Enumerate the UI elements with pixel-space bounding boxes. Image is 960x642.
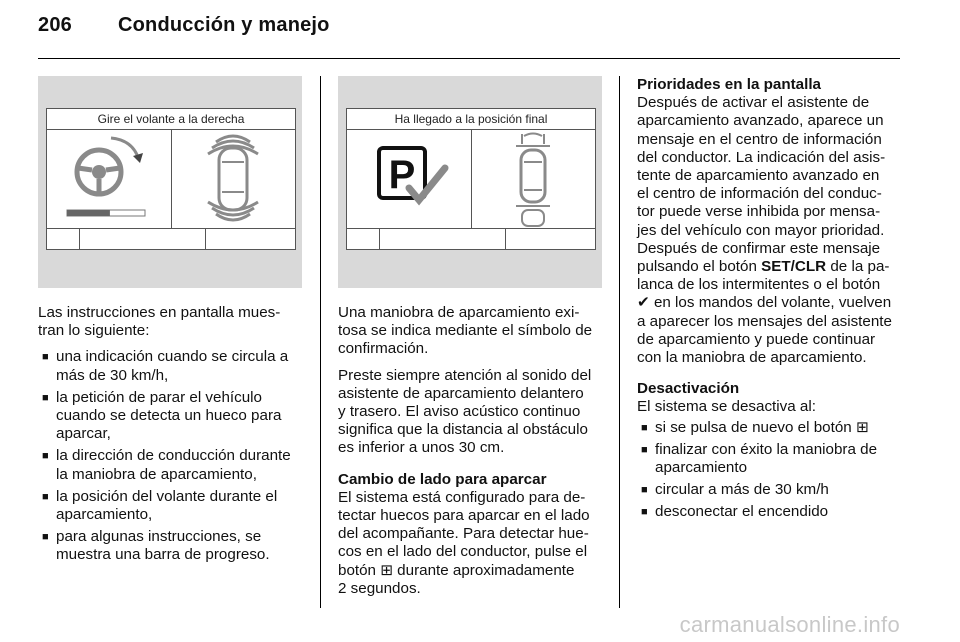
text-line: significa que la distancia al obstáculo (338, 421, 588, 439)
text-line: confirmación. (338, 340, 429, 358)
text-line: con la maniobra de aparcamiento. (637, 349, 867, 367)
screen-title: Gire el volante a la derecha (47, 109, 295, 130)
text-line: jes del vehículo con mayor prioridad. (637, 221, 885, 239)
text-line: finalizar con éxito la maniobra de (655, 440, 878, 458)
page-number: 206 (38, 14, 72, 36)
list-item: ■ la petición de parar el vehículo cuando se detecta un hueco para aparcar, (42, 388, 282, 443)
text-line: y trasero. El aviso acústico continuo (338, 403, 581, 421)
set-clr-button-label: SET/CLR (761, 258, 827, 276)
screen-segment (379, 229, 380, 249)
column-divider-1 (320, 76, 321, 608)
screen-segment (205, 229, 206, 249)
progress-bar-fill (67, 210, 110, 216)
text-line: de la pa- (826, 258, 890, 276)
list-item: ■ la dirección de conducción durante la maniobra de aparcamiento, (42, 447, 291, 483)
sound-paragraph (338, 367, 614, 458)
list-item: ■ si se pulsa de nuevo el botón ⊞ (641, 418, 869, 436)
text-line: aparcar, (56, 425, 111, 443)
text-line: cos en el lado del conductor, pulse el (338, 543, 588, 561)
column-divider-2 (619, 76, 620, 608)
header-rule (38, 58, 900, 59)
display-screen (346, 108, 596, 250)
text-line: 2 segundos. (338, 579, 421, 597)
watermark: carmanualsonline.info (679, 612, 900, 637)
confirmation-paragraph (338, 304, 614, 359)
list-item: ■ una indicación cuando se circula a más de 30 km/h, (42, 348, 289, 384)
text-line: aparcamiento, (56, 506, 153, 524)
text-line: tosa se indica mediante el símbolo de (338, 322, 593, 340)
screen-divider (171, 130, 172, 228)
parking-letter: P (388, 153, 416, 197)
priorities-section (637, 76, 903, 367)
text-line: Después de activar el asistente de (637, 94, 870, 112)
column-1-text (38, 304, 312, 569)
page-title: Conducción y manejo (118, 14, 330, 36)
text-line: aparcamiento avanzado, aparece un (637, 112, 884, 130)
text-line: Preste siempre atención al sonido del (338, 366, 592, 384)
text-line: Una maniobra de aparcamiento exi- (338, 304, 580, 321)
deactivation-section (637, 380, 903, 416)
text-line: tran lo siguiente: (38, 322, 150, 340)
text-line: El sistema se desactiva al: (637, 398, 816, 416)
section-heading: Prioridades en la pantalla (637, 76, 822, 93)
text-line: si se pulsa de nuevo el botón ⊞ (655, 418, 869, 436)
text-line: es inferior a unos 30 cm. (338, 439, 505, 457)
steering-wheel-icon (47, 130, 171, 228)
screen-bottom-bar (347, 228, 595, 229)
text-line: cuando se detecta un hueco para (56, 407, 282, 425)
car-sensor-icon (172, 130, 295, 228)
column-3-text (637, 76, 903, 526)
text-line: botón ⊞ durante aproximadamente (338, 561, 575, 579)
screen-segment (79, 229, 80, 249)
text-line: ✔ en los mandos del volante, vuelven (637, 294, 892, 312)
text-line: el centro de información del conduc- (637, 185, 882, 203)
list-item: ■ para algunas instrucciones, se muestra una barra de progreso. (42, 528, 270, 564)
text-line: del acompañante. Para detectar hue- (338, 525, 589, 543)
text-line: para algunas instrucciones, se (56, 528, 262, 546)
section-heading: Cambio de lado para aparcar (338, 470, 547, 488)
section-heading: Desactivación (637, 380, 740, 398)
screen-divider (471, 130, 472, 228)
figure-steering-screen (38, 76, 302, 288)
screen-bottom-bar (47, 228, 295, 229)
text-line: tectar huecos para aparcar en el lado (338, 507, 590, 525)
deactivation-list (637, 419, 903, 522)
side-change-section (338, 471, 614, 598)
text-line: asistente de aparcamiento delantero (338, 384, 584, 402)
display-screen (46, 108, 296, 250)
text-line: Las instrucciones en pantalla mues- (38, 304, 281, 321)
text-line: Después de confirmar este mensaje (637, 239, 881, 257)
text-line: más de 30 km/h, (56, 366, 169, 384)
text-line: tor puede verse inhibida por mensa- (637, 203, 881, 221)
list-item: ■ circular a más de 30 km/h (641, 481, 829, 499)
list-item: ■ desconectar el encendido (641, 503, 829, 521)
text-line: una indicación cuando se circula a (56, 348, 289, 366)
text-line: mensaje en el centro de información (637, 130, 882, 148)
parking-check-icon (347, 130, 471, 228)
screen-segment (505, 229, 506, 249)
text-line: muestra una barra de progreso. (56, 546, 270, 564)
screen-title: Ha llegado a la posición final (347, 109, 595, 130)
list-item: ■ finalizar con éxito la maniobra de aparcamiento (641, 440, 878, 477)
text-line: la posición del volante durante el (56, 487, 278, 505)
text-line: aparcamiento (655, 459, 748, 477)
text-line: circular a más de 30 km/h (655, 481, 829, 499)
text-line: a aparecer los mensajes del asistente (637, 312, 892, 330)
column-2-text (338, 304, 614, 606)
text-line: la petición de parar el vehículo (56, 388, 263, 406)
text-line: desconectar el encendido (655, 503, 829, 521)
text-line: tente de aparcamiento avanzado en (637, 167, 880, 185)
instructions-list (38, 348, 312, 564)
text-line: de aparcamiento y puede continuar (637, 330, 876, 348)
text-line: del conductor. La indicación del asis- (637, 148, 886, 166)
text-line: lanca de los intermitentes o el botón (637, 276, 881, 294)
text-line: pulsando el botón (637, 258, 762, 276)
intro-paragraph (38, 304, 312, 340)
text-line: la maniobra de aparcamiento, (56, 465, 257, 483)
text-line: El sistema está configurado para de- (338, 488, 586, 506)
list-item: ■ la posición del volante durante el aparcamiento, (42, 487, 278, 524)
car-final-position-icon (472, 130, 595, 228)
text-line: la dirección de conducción durante (56, 447, 291, 465)
figure-final-position-screen (338, 76, 602, 288)
page-header (38, 14, 330, 37)
